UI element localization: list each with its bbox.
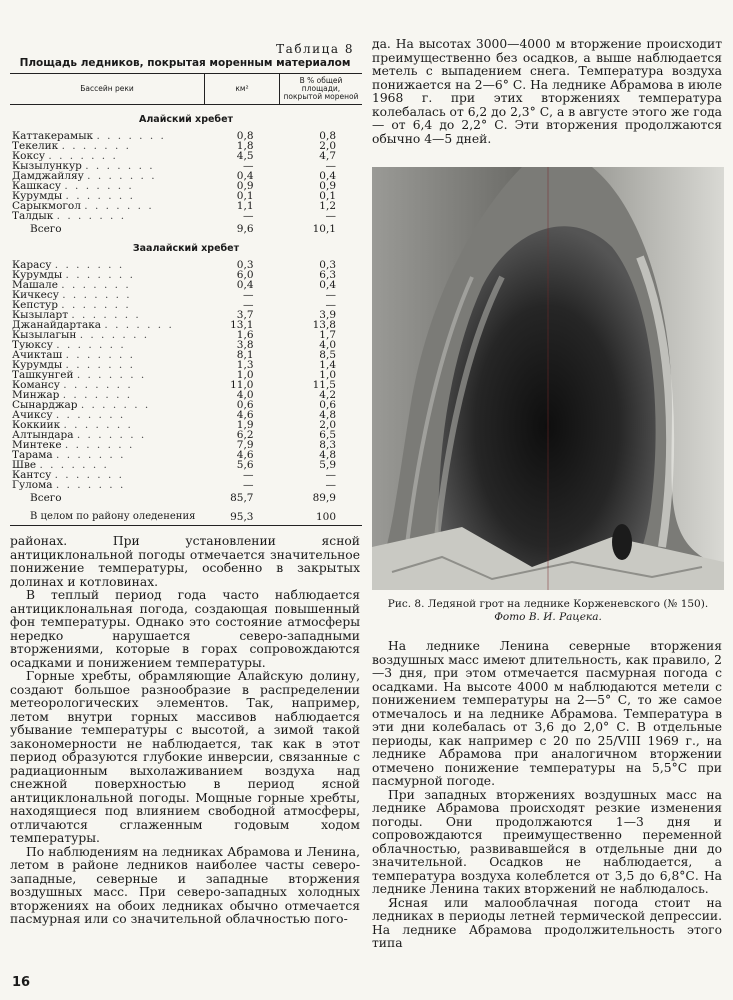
percent-value: — <box>325 479 336 491</box>
page-number: 16 <box>12 975 31 990</box>
basin-name: Дамджайляу . . . . . . . <box>12 170 157 182</box>
table-section-title <box>10 105 362 132</box>
km2-value: 0,1 <box>236 190 254 202</box>
percent-value: 0,8 <box>319 130 336 142</box>
percent-value: 1,4 <box>319 359 336 371</box>
leader-dots: . . . . . . . <box>61 279 131 291</box>
km2-value: 7,9 <box>236 439 254 451</box>
paragraph: На леднике Ленина северные вторжения воздушных масс имеют длительность, как правило, 2—3 дня, при этом отмечается пасмурная погода с осадками. На высоте 4000 м наблюдаются метели с понижением температуры на 2—5° С, то же самое отмечалось и на леднике Абрамова. Температура в эти дни колебалась от 3,6 до 2,0° С. В отдельные периоды, как например с 20 по 25/VIII 1969 г., на леднике Абрамова при аналогичном вторжении отмечено понижение температуры на 5,5°С при пасмурной погоде. <box>372 639 722 788</box>
basin-name: Ачиксу . . . . . . . <box>12 409 126 421</box>
percent-value: 8,5 <box>319 349 336 361</box>
basin-name: Кантсу . . . . . . . <box>12 469 124 481</box>
km2-value: 0,4 <box>236 170 254 182</box>
basin-name: Курумды . . . . . . . <box>12 269 135 281</box>
figure-caption <box>372 598 724 624</box>
section-title: Алайский хребет <box>138 114 234 125</box>
paragraph: По наблюдениям на ледниках Абрамова и Ленина, летом в районе ледников наиболее часты северо-западные, северные и западные вторжения воздушных масс. При северо-западных холодных вторжениях на обоих ледниках обычно отмечается пасмурная или со значительной облачностью пого- <box>10 844 360 926</box>
ice-grotto-photo <box>372 167 724 590</box>
leader-dots: . . . . . . . <box>56 449 126 461</box>
leader-dots: . . . . . . . <box>76 369 147 381</box>
right-text-bottom <box>372 640 722 951</box>
basin-name: Джанайдартака . . . . . . . <box>12 319 174 331</box>
right-column <box>372 38 722 146</box>
km2-value: 5,6 <box>236 459 254 471</box>
km2-value: 1,1 <box>236 200 254 212</box>
table-row <box>10 480 362 490</box>
paragraph: Горные хребты, обрамляющие Алайскую долину, создают большое разнообразие в распределении метеорологических элементов. Так, например, летом внутри горных массивов наблюдается убывание температуры с высотой, а зимой такой закономерности не наблюдается, так как в этот период образуются глубокие инверсии, связанные с радиационным выхолаживанием воздуха над снежной поверхностью в период ясной антициклональной погоды. Мощные горные хребты, находящиеся под влиянием свободной атмосферы, отличаются сглаженным годовым ходом температуры. <box>10 669 360 845</box>
leader-dots: . . . . . . . <box>87 170 157 182</box>
table-number: Таблица 8 <box>276 42 354 56</box>
km2-value: 0,6 <box>236 399 254 411</box>
leader-dots: . . . . . . . <box>56 210 127 222</box>
percent-value: 13,8 <box>312 319 336 331</box>
moraine-area-table <box>10 73 362 526</box>
caption-author: Фото В. И. Рацека. <box>494 611 602 623</box>
km2-value: 8,1 <box>236 349 254 361</box>
percent-value: 4,2 <box>319 389 336 401</box>
percent-value: 3,9 <box>319 309 336 321</box>
km2-value: 0,9 <box>236 180 254 192</box>
leader-dots: . . . . . . . <box>65 359 135 371</box>
km2-overall: 95,3 <box>205 503 280 526</box>
km2-value: 11,0 <box>230 379 254 391</box>
header-km2: км² <box>205 74 280 105</box>
km2-value: — <box>243 479 254 491</box>
percent-value: 0,3 <box>319 259 336 271</box>
paragraph: При западных вторжениях воздушных масс на леднике Абрамова происходят резкие изменения погоды. Они продолжаются 1—3 дня и сопровождаются преимущественно переменной облачностью, развивавшейся в отдельные дни до значительной. Осадков не наблюдается, а температура воздуха колеблется от 3,5 до 6,8°С. На леднике Ленина таких вторжений не наблюдалось. <box>372 787 722 896</box>
percent-value: 1,0 <box>319 369 336 381</box>
leader-dots: . . . . . . . <box>61 299 131 311</box>
basin-name: Минжар . . . . . . . <box>12 389 133 401</box>
km2-value: 4,6 <box>236 409 254 421</box>
leader-dots: . . . . . . . <box>65 269 135 281</box>
basin-name: Коккиик . . . . . . . <box>12 419 133 431</box>
paragraph: районах. При установлении ясной антициклональной погоды отмечается значительное понижение температуры, особенно в закрытых долинах и котловинах. <box>10 534 360 589</box>
percent-value: 4,7 <box>319 150 336 162</box>
leader-dots: . . . . . . . <box>63 379 133 391</box>
percent-value: 11,5 <box>312 379 336 391</box>
leader-dots: . . . . . . . <box>85 160 155 172</box>
basin-name: Тарама . . . . . . . <box>12 449 126 461</box>
header-percent: В % общей площади, покрытой мореной <box>280 74 363 105</box>
total-label: Всего <box>30 223 62 235</box>
section-title: Заалайский хребет <box>132 243 240 254</box>
leader-dots: . . . . . . . <box>55 409 126 421</box>
basin-name: Карасу . . . . . . . <box>12 259 125 271</box>
leader-dots: . . . . . . . <box>65 349 136 361</box>
km2-value: 0,3 <box>236 259 254 271</box>
leader-dots: . . . . . . . <box>56 339 126 351</box>
basin-name: Сарыкмогол . . . . . . . <box>12 200 154 212</box>
left-text <box>10 535 360 927</box>
percent-value: — <box>325 299 336 311</box>
leader-dots: . . . . . . . <box>64 180 134 192</box>
km2-value: 4,6 <box>236 449 254 461</box>
percent-value: 4,0 <box>319 339 336 351</box>
leader-dots: . . . . . . . <box>39 459 109 471</box>
basin-name: Комансу . . . . . . . <box>12 379 133 391</box>
leader-dots: . . . . . . . <box>63 419 133 431</box>
paragraph: Ясная или малооблачная погода стоит на ледниках в периоды летней термической депрессии. На леднике Абрамова продолжительность этого типа <box>372 895 722 950</box>
basin-name: Шве . . . . . . . <box>12 459 109 471</box>
caption-text: Рис. 8. Ледяной грот на леднике Корженевского (№ 150). <box>387 598 709 610</box>
table-overall-row <box>10 503 362 526</box>
table-total-row <box>10 221 362 234</box>
leader-dots: . . . . . . . <box>79 329 150 341</box>
km2-value: 4,0 <box>236 389 254 401</box>
percent-value: 1,2 <box>319 200 336 212</box>
km2-value: 6,2 <box>236 429 254 441</box>
person-figure <box>612 524 632 560</box>
basin-name: Каттакерамык . . . . . . . <box>12 130 166 142</box>
km2-value: — <box>243 289 254 301</box>
km2-value: 0,4 <box>236 279 254 291</box>
leader-dots: . . . . . . . <box>62 389 133 401</box>
percent-value: 4,8 <box>319 449 336 461</box>
basin-name: Кашкасу . . . . . . . <box>12 180 134 192</box>
km2-value: 1,0 <box>236 369 254 381</box>
basin-name: Машале . . . . . . . <box>12 279 131 291</box>
percent-value: 1,7 <box>319 329 336 341</box>
basin-name: Сынарджар . . . . . . . <box>12 399 151 411</box>
percent-overall: 100 <box>280 503 363 526</box>
percent-value: 6,3 <box>319 269 336 281</box>
percent-value: 0,1 <box>319 190 336 202</box>
percent-value: 8,3 <box>319 439 336 451</box>
percent-value: 0,6 <box>319 399 336 411</box>
basin-name: Текелик . . . . . . . <box>12 140 131 152</box>
km2-value: 1,3 <box>236 359 254 371</box>
km2-value: 3,8 <box>236 339 254 351</box>
percent-value: — <box>325 289 336 301</box>
overall-label: В целом по району оледенения <box>10 503 205 526</box>
paragraph: В теплый период года часто наблюдается антициклональная погода, создающая повышенный фон температуры. Однако это состояние атмосферы нередко нарушается северо-западными вторжениями, которые в горах сопровождаются осадками и понижением температуры. <box>10 588 360 670</box>
percent-value: 5,9 <box>319 459 336 471</box>
km2-value: — <box>243 210 254 222</box>
basin-name: Кепстур . . . . . . . <box>12 299 131 311</box>
leader-dots: . . . . . . . <box>71 309 141 321</box>
basin-name: Кызыларт . . . . . . . <box>12 309 141 321</box>
table-row <box>10 211 362 221</box>
percent-value: 0,4 <box>319 279 336 291</box>
km2-value: 1,8 <box>236 140 254 152</box>
percent-value: 0,9 <box>319 180 336 192</box>
basin-name: Кызылункур . . . . . . . <box>12 160 155 172</box>
basin-name: Кызылагын . . . . . . . <box>12 329 150 341</box>
basin-name: Талдык . . . . . . . <box>12 210 127 222</box>
km2-value: 3,7 <box>236 309 254 321</box>
basin-name: Кичкесу . . . . . . . <box>12 289 132 301</box>
leader-dots: . . . . . . . <box>54 469 124 481</box>
basin-name: Гулома . . . . . . . <box>12 479 126 491</box>
km2-total: 9,6 <box>236 223 254 235</box>
table-title: Площадь ледников, покрытая моренным материалом <box>19 57 351 69</box>
leader-dots: . . . . . . . <box>84 200 154 212</box>
leader-dots: . . . . . . . <box>76 429 147 441</box>
km2-value: — <box>243 160 254 172</box>
km2-value: 1,9 <box>236 419 254 431</box>
percent-value: 4,8 <box>319 409 336 421</box>
percent-total: 10,1 <box>312 223 336 235</box>
basin-name: Минтеке . . . . . . . <box>12 439 135 451</box>
basin-name: Алтындара . . . . . . . <box>12 429 147 441</box>
basin-name: Курумды . . . . . . . <box>12 359 135 371</box>
table-total-row <box>10 490 362 503</box>
leader-dots: . . . . . . . <box>80 399 151 411</box>
km2-value: 4,5 <box>236 150 254 162</box>
basin-name: Ачикташ . . . . . . . <box>12 349 136 361</box>
percent-value: — <box>325 210 336 222</box>
percent-value: 2,0 <box>319 140 336 152</box>
total-label: Всего <box>30 492 62 504</box>
km2-total: 85,7 <box>230 492 254 504</box>
basin-name: Ташкунгей . . . . . . . <box>12 369 147 381</box>
basin-name: Туюксу . . . . . . . <box>12 339 126 351</box>
header-basin: Бассейн реки <box>10 74 205 105</box>
leader-dots: . . . . . . . <box>55 479 126 491</box>
ice-grotto-image <box>372 167 724 590</box>
leader-dots: . . . . . . . <box>96 130 166 142</box>
left-column <box>10 42 360 927</box>
km2-value: — <box>243 469 254 481</box>
paragraph: да. На высотах 3000—4000 м вторжение происходит преимущественно без осадков, а выше наблюдается метель с выпадением снега. Температура воздуха понижается на 2—6° С. На леднике Абрамова в июле 1968 г. при этих вторжениях температура колебалась от 6,2 до 2,3° С, а в августе этого же года — от 6,4 до 2,2° С. Эти вторжения продолжаются обычно 4—5 дней. <box>372 37 722 146</box>
leader-dots: . . . . . . . <box>104 319 174 331</box>
km2-value: 6,0 <box>236 269 254 281</box>
leader-dots: . . . . . . . <box>61 140 131 152</box>
leader-dots: . . . . . . . <box>48 150 118 162</box>
leader-dots: . . . . . . . <box>65 190 135 202</box>
percent-total: 89,9 <box>312 492 336 504</box>
basin-name: Коксу . . . . . . . <box>12 150 118 162</box>
percent-value: 2,0 <box>319 419 336 431</box>
leader-dots: . . . . . . . <box>54 259 125 271</box>
percent-value: 0,4 <box>319 170 336 182</box>
percent-value: — <box>325 469 336 481</box>
km2-value: 0,8 <box>236 130 254 142</box>
km2-value: 1,6 <box>236 329 254 341</box>
km2-value: 13,1 <box>230 319 254 331</box>
table-section-title <box>10 234 362 260</box>
leader-dots: . . . . . . . <box>62 289 132 301</box>
percent-value: 6,5 <box>319 429 336 441</box>
percent-value: — <box>325 160 336 172</box>
basin-name: Курумды . . . . . . . <box>12 190 135 202</box>
km2-value: — <box>243 299 254 311</box>
leader-dots: . . . . . . . <box>64 439 135 451</box>
